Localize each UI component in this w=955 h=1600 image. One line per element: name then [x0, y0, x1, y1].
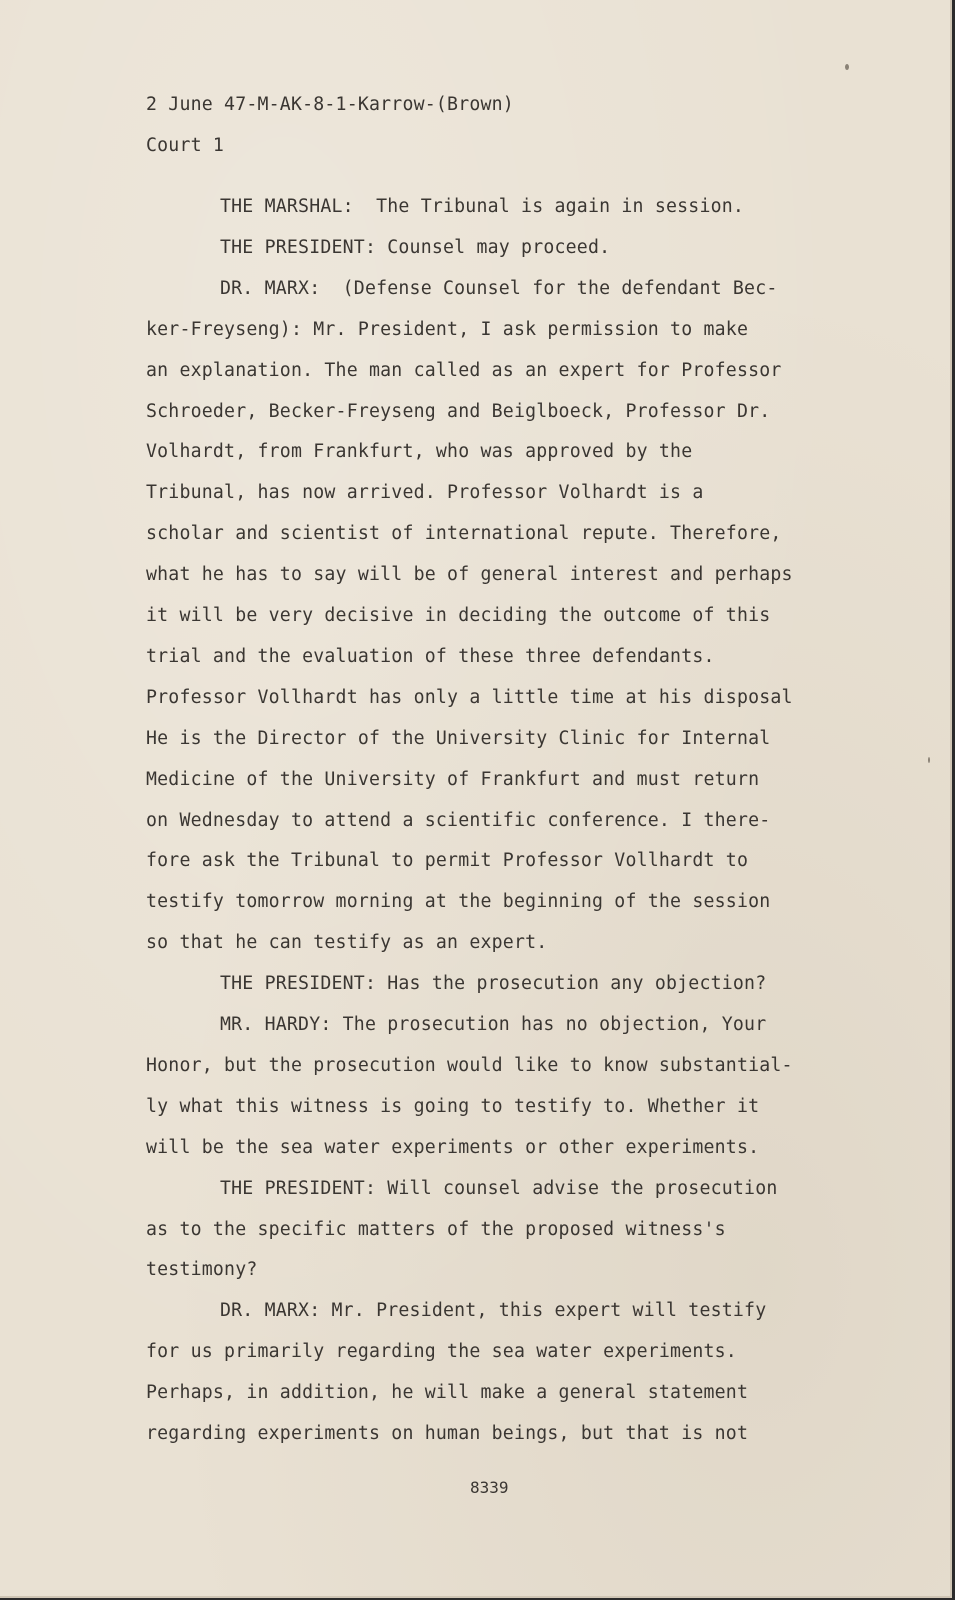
transcript-line: what he has to say will be of general interest and perhaps: [146, 564, 793, 586]
transcript-line: so that he can testify as an expert.: [146, 932, 548, 954]
transcript-line: He is the Director of the University Clinic for Internal: [146, 727, 771, 749]
transcript-line: an explanation. The man called as an expert for Professor: [146, 359, 782, 381]
transcript-line: Tribunal, has now arrived. Professor Volhardt is a: [146, 482, 704, 504]
transcript-line: DR. MARX: Mr. President, this expert will testify: [220, 1300, 767, 1322]
transcript-line: MR. HARDY: The prosecution has no objection, Your: [220, 1014, 767, 1035]
transcript-line: Schroeder, Becker-Freyseng and Beiglboeck, Professor Dr.: [146, 400, 771, 422]
paper-speck: [928, 757, 930, 763]
transcript-line: as to the specific matters of the proposed witness's: [146, 1218, 726, 1240]
transcript-line: THE PRESIDENT: Has the prosecution any objection?: [220, 973, 767, 995]
transcript-line: fore ask the Tribunal to permit Professor Vollhardt to: [146, 850, 749, 872]
transcript-line: ker-Freyseng): Mr. President, I ask permission to make: [146, 318, 749, 340]
transcript-line: Medicine of the University of Frankfurt and must return: [146, 768, 760, 790]
transcript-line: scholar and scientist of international repute. Therefore,: [146, 523, 782, 545]
transcript-line: testimony?: [146, 1259, 258, 1281]
transcript-line: regarding experiments on human beings, but that is not: [146, 1423, 749, 1444]
transcript-line: Perhaps, in addition, he will make a general statement: [146, 1382, 749, 1404]
transcript-line: ly what this witness is going to testify to. Whether it: [146, 1095, 760, 1117]
transcript-line: Volhardt, from Frankfurt, who was approved by the: [146, 441, 693, 463]
transcript-line: testify tomorrow morning at the beginning of the session: [146, 891, 771, 913]
transcript-line: Honor, but the prosecution would like to know substantial-: [146, 1054, 793, 1076]
page-number: 8339: [470, 1478, 509, 1497]
court-header: Court 1: [146, 135, 225, 156]
transcript-line: THE PRESIDENT: Will counsel advise the prosecution: [220, 1177, 778, 1199]
session-header: 2 June 47-M-AK-8-1-Karrow-(Brown): [146, 94, 514, 115]
transcript-line: THE PRESIDENT: Counsel may proceed.: [220, 236, 611, 258]
paper-speck: [845, 64, 849, 70]
transcript-line: will be the sea water experiments or other experiments.: [146, 1136, 760, 1158]
transcript-line: DR. MARX: (Defense Counsel for the defendant Bec-: [220, 277, 778, 299]
transcript-line: THE MARSHAL: The Tribunal is again in session.: [220, 196, 745, 217]
transcript-line: trial and the evaluation of these three defendants.: [146, 645, 715, 667]
transcript-line: for us primarily regarding the sea water experiments.: [146, 1341, 737, 1363]
transcript-line: on Wednesday to attend a scientific conference. I there-: [146, 809, 771, 831]
transcript-line: Professor Vollhardt has only a little time at his disposal: [146, 686, 793, 708]
transcript-line: it will be very decisive in deciding the outcome of this: [146, 605, 771, 626]
